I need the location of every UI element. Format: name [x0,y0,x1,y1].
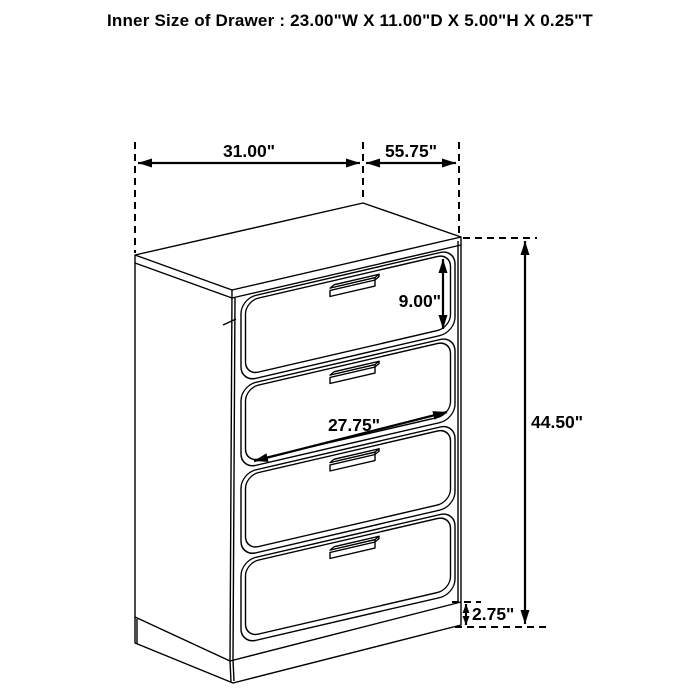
dimension-label-4450: 44.50" [531,412,584,432]
diagram-title: Inner Size of Drawer : 23.00"W X 11.00"D X 5.00"H X 0.25"T [106,11,594,30]
dimension-top-right [366,141,456,163]
dimension-label-5575: 55.75" [384,141,438,161]
dimension-overall-height [525,241,583,624]
dimension-label-900: 9.00" [398,291,441,311]
dresser-drawing [135,203,461,683]
dimension-label-31: 31.00" [222,141,276,161]
dimension-label-275: 2.75" [472,604,515,624]
dimension-base-height [466,604,514,625]
dimension-top-left [138,141,360,163]
dimension-label-2775: 27.75" [327,415,381,435]
